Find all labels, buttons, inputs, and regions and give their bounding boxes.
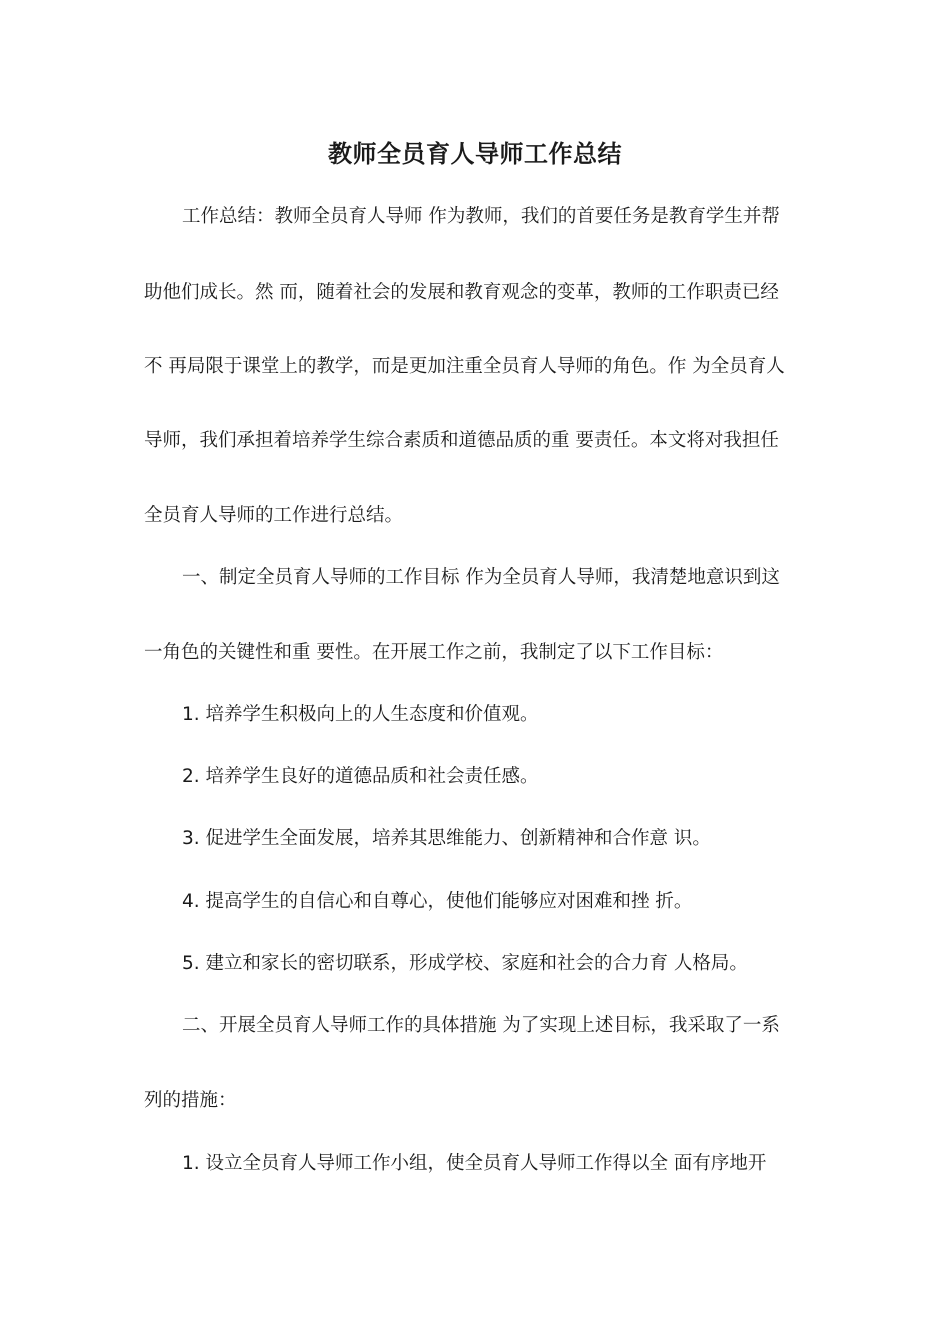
text-line: 列的措施： — [144, 1090, 237, 1111]
text-line: 导师，我们承担着培养学生综合素质和道德品质的重 要责任。本文将对我担任 — [144, 430, 779, 451]
text-line: 助他们成长。然 而，随着社会的发展和教育观念的变革，教师的工作职责已经 — [144, 282, 779, 303]
list-item: 1. 设立全员育人导师工作小组，使全员育人导师工作得以全 面有序地开 — [182, 1153, 767, 1174]
list-item: 4. 提高学生的自信心和自尊心，使他们能够应对困难和挫 折。 — [182, 891, 693, 912]
text-line: 不 再局限于课堂上的教学，而是更加注重全员育人导师的角色。作 为全员育人 — [144, 356, 785, 377]
document-title: 教师全员育人导师工作总结 — [328, 140, 622, 168]
list-item: 1. 培养学生积极向上的人生态度和价值观。 — [182, 704, 539, 725]
text-line: 工作总结：教师全员育人导师 作为教师，我们的首要任务是教育学生并帮 — [182, 206, 780, 227]
list-item: 3. 促进学生全面发展，培养其思维能力、创新精神和合作意 识。 — [182, 828, 711, 849]
list-item: 5. 建立和家长的密切联系，形成学校、家庭和社会的合力育 人格局。 — [182, 953, 748, 974]
text-line: 二、开展全员育人导师工作的具体措施 为了实现上述目标，我采取了一系 — [182, 1015, 780, 1036]
text-line: 一、制定全员育人导师的工作目标 作为全员育人导师，我清楚地意识到这 — [182, 567, 780, 588]
list-item: 2. 培养学生良好的道德品质和社会责任感。 — [182, 766, 539, 787]
text-line: 全员育人导师的工作进行总结。 — [144, 505, 404, 526]
text-line: 一角色的关键性和重 要性。在开展工作之前，我制定了以下工作目标： — [144, 642, 724, 663]
